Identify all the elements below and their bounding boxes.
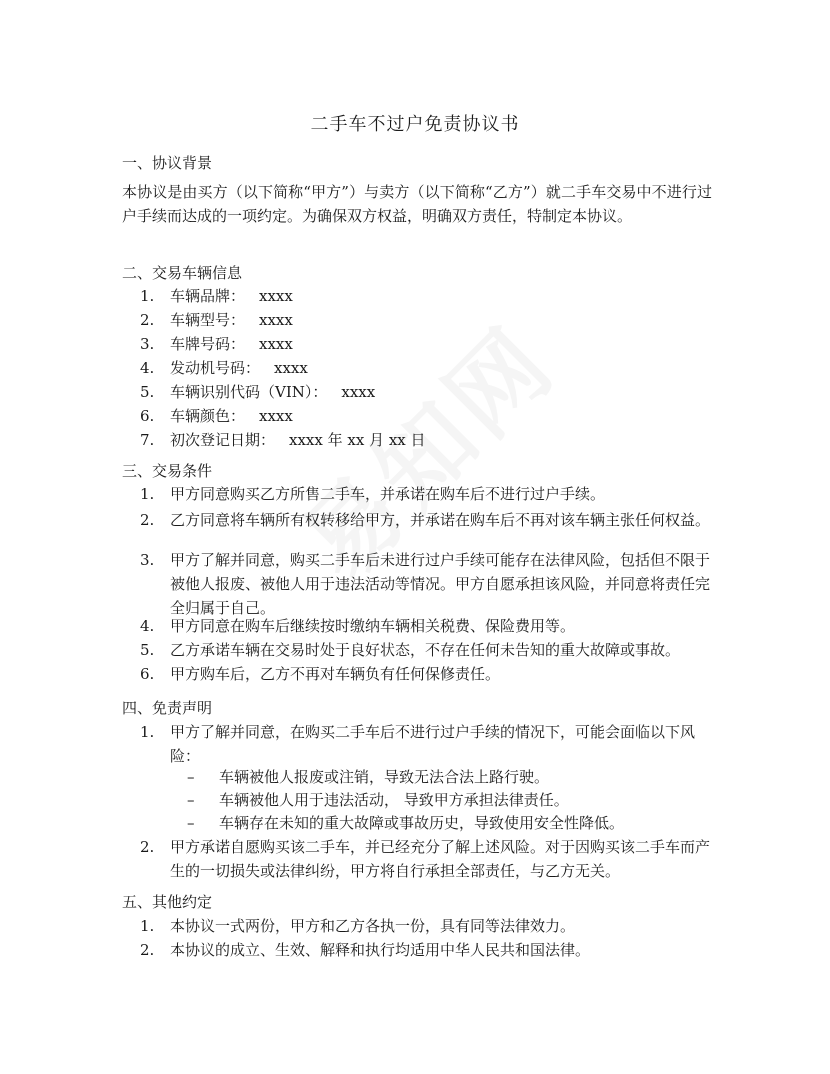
vehicle-info-item xyxy=(140,428,712,452)
item-number: 6. xyxy=(140,407,155,425)
vehicle-info-item xyxy=(140,356,712,380)
section-heading-background: 一、协议背景 xyxy=(122,154,213,172)
item-label: 车辆识别代码（VIN）： xyxy=(170,383,328,401)
disclaimer-item xyxy=(140,720,712,768)
item-number: 5. xyxy=(140,641,155,659)
condition-item xyxy=(140,508,712,532)
item-number: 4. xyxy=(140,359,155,377)
item-number: 4. xyxy=(140,617,155,635)
document-title: 二手车不过户免责协议书 xyxy=(310,114,520,135)
item-number: 5. xyxy=(140,383,155,401)
item-value: xxxx xyxy=(259,407,293,425)
item-number: 2. xyxy=(140,511,155,529)
vehicle-info-item xyxy=(140,308,712,332)
condition-item xyxy=(140,614,712,638)
dash-bullet: – xyxy=(187,768,195,786)
item-text: 乙方同意将车辆所有权转移给甲方，并承诺在购车后不再对该车辆主张任何权益。 xyxy=(170,511,711,529)
item-value: xxxx xyxy=(259,287,293,305)
item-label: 车牌号码： xyxy=(170,335,246,353)
item-value: xxxx xyxy=(259,311,293,329)
item-number: 6. xyxy=(140,665,155,683)
section-heading-disclaimer: 四、免责声明 xyxy=(122,699,213,717)
item-text: 本协议一式两份，甲方和乙方各执一份，具有同等法律效力。 xyxy=(170,917,576,935)
vehicle-info-item xyxy=(140,404,712,428)
item-text: 甲方同意购买乙方所售二手车，并承诺在购车后不进行过户手续。 xyxy=(170,485,606,503)
item-number: 2. xyxy=(140,311,155,329)
item-number: 1. xyxy=(140,917,155,935)
item-text: 本协议的成立、生效、解释和执行均适用中华人民共和国法律。 xyxy=(170,941,591,959)
item-number: 2. xyxy=(140,838,155,856)
item-number: 7. xyxy=(140,431,155,449)
item-number: 1. xyxy=(140,485,155,503)
section-heading-other: 五、其他约定 xyxy=(122,893,213,911)
vehicle-info-item xyxy=(140,284,712,308)
risk-subitem xyxy=(187,788,707,812)
item-label: 车辆型号： xyxy=(170,311,246,329)
item-label: 车辆品牌： xyxy=(170,287,246,305)
item-text: 甲方承诺自愿购买该二手车，并已经充分了解上述风险。对于因购买该二手车而产生的一切损失或法律纠纷，甲方将自行承担全部责任，与乙方无关。 xyxy=(170,838,711,880)
dash-bullet: – xyxy=(187,814,195,832)
other-item xyxy=(140,938,712,962)
item-number: 1. xyxy=(140,723,155,741)
item-value: xxxx xyxy=(274,359,308,377)
item-value: xxxx xyxy=(259,335,293,353)
condition-item xyxy=(140,638,712,662)
item-text: 甲方了解并同意，在购买二手车后不进行过户手续的情况下，可能会面临以下风险： xyxy=(170,723,696,765)
item-number: 1. xyxy=(140,287,155,305)
section-heading-conditions: 三、交易条件 xyxy=(122,462,213,480)
risk-subitem xyxy=(187,811,707,835)
item-label: 初次登记日期： xyxy=(170,431,276,449)
item-text: 甲方了解并同意，购买二手车后未进行过户手续可能存在法律风险，包括但不限于被他人报废、被他人用于违法活动等情况。甲方自愿承担该风险，并同意将责任完全归属于自己。 xyxy=(170,551,711,617)
risk-subitem xyxy=(187,765,707,789)
subitem-text: 车辆被他人报废或注销，导致无法合法上路行驶。 xyxy=(219,768,550,786)
item-value: xxxx xyxy=(341,383,376,401)
item-label: 车辆颜色： xyxy=(170,407,246,425)
item-label: 发动机号码： xyxy=(170,359,261,377)
subitem-text: 车辆存在未知的重大故障或事故历史，导致使用安全性降低。 xyxy=(219,814,625,832)
disclaimer-item xyxy=(140,835,712,883)
condition-item xyxy=(140,548,712,620)
item-number: 2. xyxy=(140,941,155,959)
condition-item xyxy=(140,662,712,686)
item-text: 乙方承诺车辆在交易时处于良好状态，不存在任何未告知的重大故障或事故。 xyxy=(170,641,681,659)
vehicle-info-item xyxy=(140,332,712,356)
other-item xyxy=(140,914,712,938)
item-number: 3. xyxy=(140,551,155,569)
item-text: 甲方同意在购车后继续按时缴纳车辆相关税费、保险费用等。 xyxy=(170,617,576,635)
section-heading-vehicle-info: 二、交易车辆信息 xyxy=(122,264,243,282)
vehicle-info-item xyxy=(140,380,712,404)
item-number: 3. xyxy=(140,335,155,353)
item-value: xxxx 年 xx 月 xx 日 xyxy=(289,431,426,449)
dash-bullet: – xyxy=(187,791,195,809)
subitem-text: 车辆被他人用于违法活动， 导致甲方承担法律责任。 xyxy=(219,791,569,809)
item-text: 甲方购车后，乙方不再对车辆负有任何保修责任。 xyxy=(170,665,501,683)
condition-item xyxy=(140,482,712,506)
background-paragraph: 本协议是由买方（以下简称“甲方”）与卖方（以下简称“乙方”）就二手车交易中不进行过户手续而达成的一项约定。为确保双方权益，明确双方责任，特制定本协议。 xyxy=(122,183,712,225)
